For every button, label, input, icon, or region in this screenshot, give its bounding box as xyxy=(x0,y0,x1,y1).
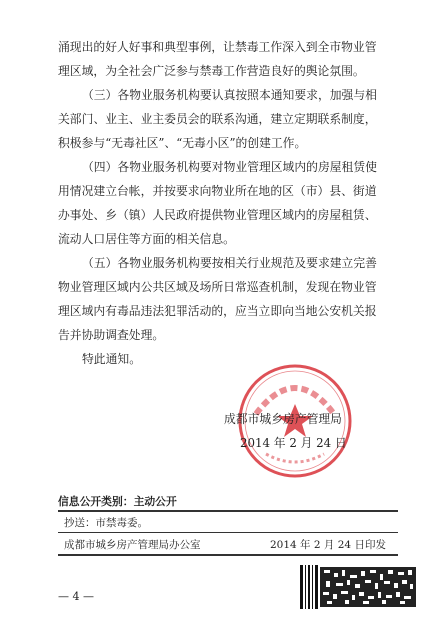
body-line: （五）各物业服务机构要按相关行业规范及要求建立完善 xyxy=(82,256,377,270)
disclosure-category: 信息公开类别：主动公开 xyxy=(58,495,177,508)
body-line: 办事处、乡（镇）人民政府提供物业管理区域内的房屋租赁、 xyxy=(58,208,377,222)
body-line: 告并协助调查处理。 xyxy=(58,328,165,342)
body-line: 物业管理区域内公共区域及场所日常巡查机制，发现在物业管 xyxy=(58,280,377,294)
issuer: 成都市城乡房产管理局办公室 xyxy=(64,539,201,551)
closing-line: 特此通知。 xyxy=(82,352,141,366)
body-line: （三）各物业服务机构要认真按照本通知要求，加强与相 xyxy=(82,88,377,102)
body-line: 理区域内有毒品违法犯罪活动的，应当立即向当地公安机关报 xyxy=(58,304,377,318)
body-line: 涌现出的好人好事和典型事例，让禁毒工作深入到全市物业管 xyxy=(58,40,377,54)
body-line: 积极参与“无毒社区”、“无毒小区”的创建工作。 xyxy=(58,136,307,150)
signature-org: 成都市城乡房产管理局 xyxy=(224,412,342,426)
divider xyxy=(58,510,398,512)
body-line: （四）各物业服务机构要对物业管理区域内的房屋租赁使 xyxy=(82,160,377,174)
body-line: 理区域，为全社会广泛参与禁毒工作营造良好的舆论氛围。 xyxy=(58,64,365,78)
body-line: 关部门、业主、业主委员会的联系沟通，建立定期联系制度， xyxy=(58,112,377,126)
body-line: 流动人口居住等方面的相关信息。 xyxy=(58,232,235,246)
signature-date: 2014 年 2 月 24 日 xyxy=(240,436,347,450)
page-number: — 4 — xyxy=(58,590,94,603)
body-line: 用情况建立台帐，并按要求向物业所在地的区（市）县、街道 xyxy=(58,184,377,198)
barcode-icon xyxy=(300,565,422,609)
issue-date: 2014 年 2 月 24 日印发 xyxy=(270,539,386,551)
divider xyxy=(58,532,398,533)
divider xyxy=(58,554,398,556)
cc-line: 抄送：市禁毒委。 xyxy=(64,517,148,529)
